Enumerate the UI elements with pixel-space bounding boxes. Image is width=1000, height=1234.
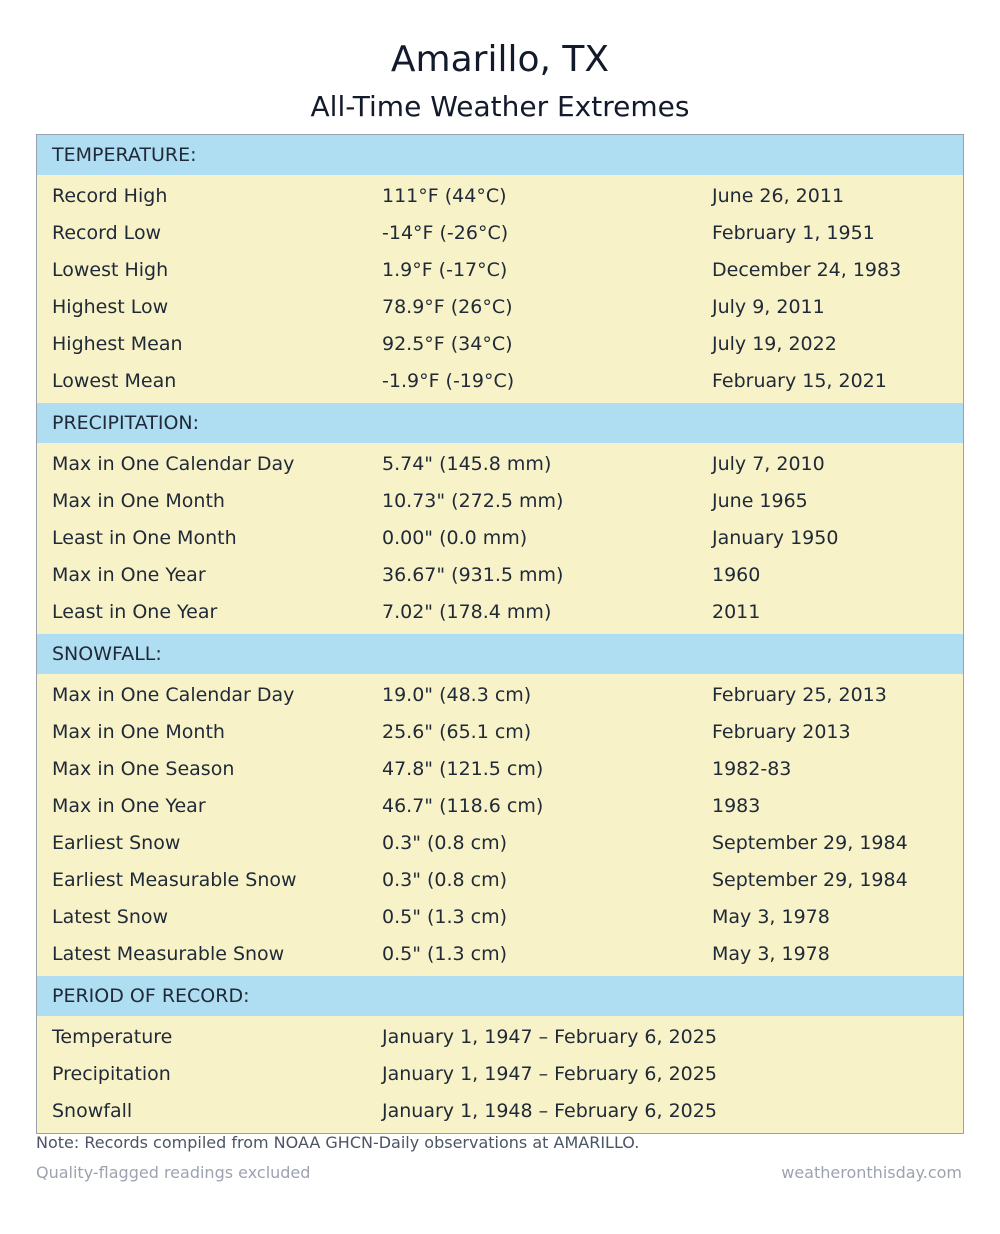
table-row (37, 520, 963, 557)
table-row (37, 899, 963, 936)
row-date: February 2013 (712, 721, 851, 743)
section-header-period-of-record: PERIOD OF RECORD: (37, 976, 963, 1016)
table-row (37, 751, 963, 788)
row-label: Max in One Year (52, 564, 206, 586)
row-label: Highest Low (52, 296, 169, 318)
row-label: Earliest Snow (52, 832, 181, 854)
row-label: Latest Snow (52, 906, 169, 928)
row-value: -1.9°F (-19°C) (382, 370, 515, 392)
table-row (37, 862, 963, 899)
row-date: June 1965 (712, 490, 808, 512)
row-date: 1960 (712, 564, 761, 586)
table-row (37, 788, 963, 825)
table-row (37, 1019, 963, 1056)
row-date: July 9, 2011 (712, 296, 825, 318)
row-date: 1982-83 (712, 758, 792, 780)
row-value: 0.00" (0.0 mm) (382, 527, 528, 549)
section-header-temperature: TEMPERATURE: (37, 135, 963, 175)
row-value: 0.3" (0.8 cm) (382, 869, 508, 891)
row-label: Precipitation (52, 1063, 171, 1085)
row-date: December 24, 1983 (712, 259, 902, 281)
row-value: 46.7" (118.6 cm) (382, 795, 544, 817)
row-value: January 1, 1947 – February 6, 2025 (382, 1063, 717, 1085)
row-value: 19.0" (48.3 cm) (382, 684, 532, 706)
row-value: 5.74" (145.8 mm) (382, 453, 552, 475)
page-subtitle: All-Time Weather Extremes (310, 90, 690, 123)
row-label: Lowest Mean (52, 370, 177, 392)
row-label: Record Low (52, 222, 162, 244)
quality-note: Quality-flagged readings excluded (36, 1163, 311, 1182)
row-date: January 1950 (712, 527, 839, 549)
table-row (37, 178, 963, 215)
row-label: Record High (52, 185, 168, 207)
table-row (37, 594, 963, 631)
row-label: Max in One Calendar Day (52, 453, 295, 475)
row-label: Lowest High (52, 259, 169, 281)
row-label: Least in One Year (52, 601, 218, 623)
row-label: Latest Measurable Snow (52, 943, 285, 965)
row-date: September 29, 1984 (712, 869, 908, 891)
table-row (37, 714, 963, 751)
row-date: June 26, 2011 (712, 185, 845, 207)
table-row (37, 557, 963, 594)
row-date: February 1, 1951 (712, 222, 875, 244)
section-body-temperature (37, 175, 963, 403)
row-value: 111°F (44°C) (382, 185, 507, 207)
table-row (37, 289, 963, 326)
row-date: September 29, 1984 (712, 832, 908, 854)
source-note: Note: Records compiled from NOAA GHCN-Daily observations at AMARILLO. (36, 1133, 640, 1152)
row-date: May 3, 1978 (712, 906, 830, 928)
page-title: Amarillo, TX (390, 39, 610, 80)
table-row (37, 1093, 963, 1130)
row-date: 2011 (712, 601, 761, 623)
section-body-period-of-record (37, 1016, 963, 1133)
row-value: 47.8" (121.5 cm) (382, 758, 544, 780)
row-label: Highest Mean (52, 333, 183, 355)
table-row (37, 1056, 963, 1093)
row-date: 1983 (712, 795, 761, 817)
table-row (37, 483, 963, 520)
table-row (37, 677, 963, 714)
row-label: Max in One Month (52, 721, 225, 743)
table-row (37, 825, 963, 862)
table-row (37, 363, 963, 400)
row-date: July 19, 2022 (712, 333, 837, 355)
row-value: 0.5" (1.3 cm) (382, 906, 508, 928)
section-header-precipitation: PRECIPITATION: (37, 403, 963, 443)
row-value: 1.9°F (-17°C) (382, 259, 508, 281)
row-value: -14°F (-26°C) (382, 222, 509, 244)
row-label: Max in One Calendar Day (52, 684, 295, 706)
row-value: 10.73" (272.5 mm) (382, 490, 564, 512)
row-label: Snowfall (52, 1100, 133, 1122)
site-credit: weatheronthisday.com (781, 1163, 962, 1182)
row-value: 25.6" (65.1 cm) (382, 721, 532, 743)
row-label: Max in One Season (52, 758, 235, 780)
row-date: May 3, 1978 (712, 943, 830, 965)
row-value: 0.5" (1.3 cm) (382, 943, 508, 965)
row-label: Earliest Measurable Snow (52, 869, 297, 891)
row-value: January 1, 1947 – February 6, 2025 (382, 1026, 717, 1048)
table-row (37, 326, 963, 363)
section-body-snowfall (37, 674, 963, 976)
row-label: Temperature (52, 1026, 173, 1048)
row-value: January 1, 1948 – February 6, 2025 (382, 1100, 717, 1122)
table-row (37, 936, 963, 973)
row-value: 0.3" (0.8 cm) (382, 832, 508, 854)
table-row (37, 446, 963, 483)
row-label: Max in One Month (52, 490, 225, 512)
extremes-table (36, 134, 964, 1134)
table-row (37, 215, 963, 252)
row-date: February 15, 2021 (712, 370, 887, 392)
row-value: 78.9°F (26°C) (382, 296, 513, 318)
section-header-snowfall: SNOWFALL: (37, 634, 963, 674)
row-date: February 25, 2013 (712, 684, 887, 706)
row-date: July 7, 2010 (712, 453, 825, 475)
row-label: Least in One Month (52, 527, 237, 549)
row-label: Max in One Year (52, 795, 206, 817)
table-row (37, 252, 963, 289)
row-value: 36.67" (931.5 mm) (382, 564, 564, 586)
row-value: 92.5°F (34°C) (382, 333, 513, 355)
row-value: 7.02" (178.4 mm) (382, 601, 552, 623)
section-body-precipitation (37, 443, 963, 634)
